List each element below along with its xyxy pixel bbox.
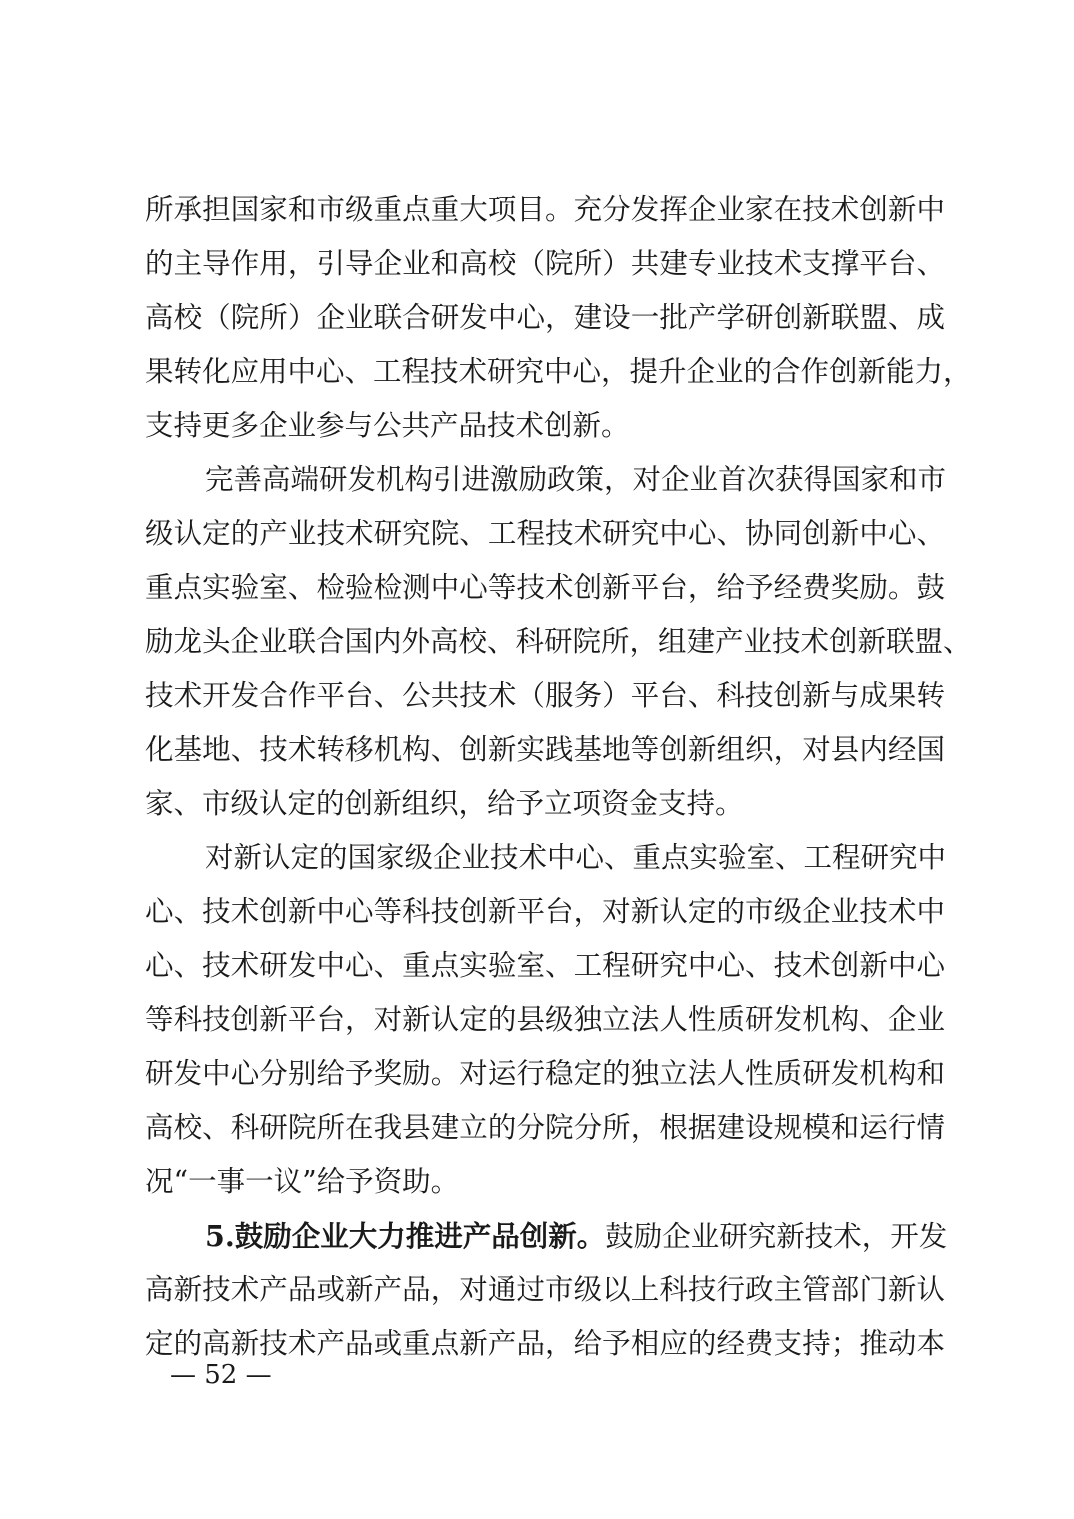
text-line: 级认定的产业技术研究院、工程技术研究中心、协同创新中心、 (145, 517, 945, 550)
paragraph-start-line (205, 1214, 948, 1258)
text-line: 高新技术产品或新产品，对通过市级以上科技行政主管部门新认 (145, 1273, 945, 1306)
paragraph-start-line: 对新认定的国家级企业技术中心、重点实验室、工程研究中 (205, 841, 947, 874)
text-line: 等科技创新平台，对新认定的县级独立法人性质研发机构、企业 (145, 1003, 945, 1036)
text-line: 心、技术创新中心等科技创新平台，对新认定的市级企业技术中 (145, 895, 945, 928)
text-line: 高校、科研院所在我县建立的分院分所，根据建设规模和运行情 (145, 1111, 945, 1144)
page-number: — 52 — (170, 1360, 272, 1390)
text-line: 所承担国家和市级重点重大项目。充分发挥企业家在技术创新中 (145, 193, 945, 226)
text-line: 心、技术研发中心、重点实验室、工程研究中心、技术创新中心 (145, 949, 945, 982)
section-heading: 5.鼓励企业大力推进产品创新。 (205, 1219, 606, 1253)
text-line: 研发中心分别给予奖励。对运行稳定的独立法人性质研发机构和 (145, 1057, 945, 1090)
text-line: 重点实验室、检验检测中心等技术创新平台，给予经费奖励。鼓 (145, 571, 945, 604)
text-line: 高校（院所）企业联合研发中心，建设一批产学研创新联盟、成 (145, 301, 945, 334)
text-line: 定的高新技术产品或重点新产品，给予相应的经费支持；推动本 (145, 1327, 945, 1360)
text-line: 的主导作用，引导企业和高校（院所）共建专业技术支撑平台、 (145, 247, 945, 280)
text-line: 支持更多企业参与公共产品技术创新。 (145, 409, 630, 442)
text-line: 家、市级认定的创新组织，给予立项资金支持。 (145, 787, 744, 820)
paragraph-start-line: 完善高端研发机构引进激励政策，对企业首次获得国家和市 (205, 463, 947, 496)
text-line: 况“一事一议”给予资助。 (145, 1165, 460, 1198)
text-line: 化基地、技术转移机构、创新实践基地等创新组织，对县内经国 (145, 733, 945, 766)
text-line: 技术开发合作平台、公共技术（服务）平台、科技创新与成果转 (145, 679, 945, 712)
text-line: 励龙头企业联合国内外高校、科研院所，组建产业技术创新联盟、 (145, 625, 972, 658)
text-line: 果转化应用中心、工程技术研究中心，提升企业的合作创新能力， (145, 355, 972, 388)
heading-continuation: 鼓励企业研究新技术，开发 (605, 1220, 948, 1253)
